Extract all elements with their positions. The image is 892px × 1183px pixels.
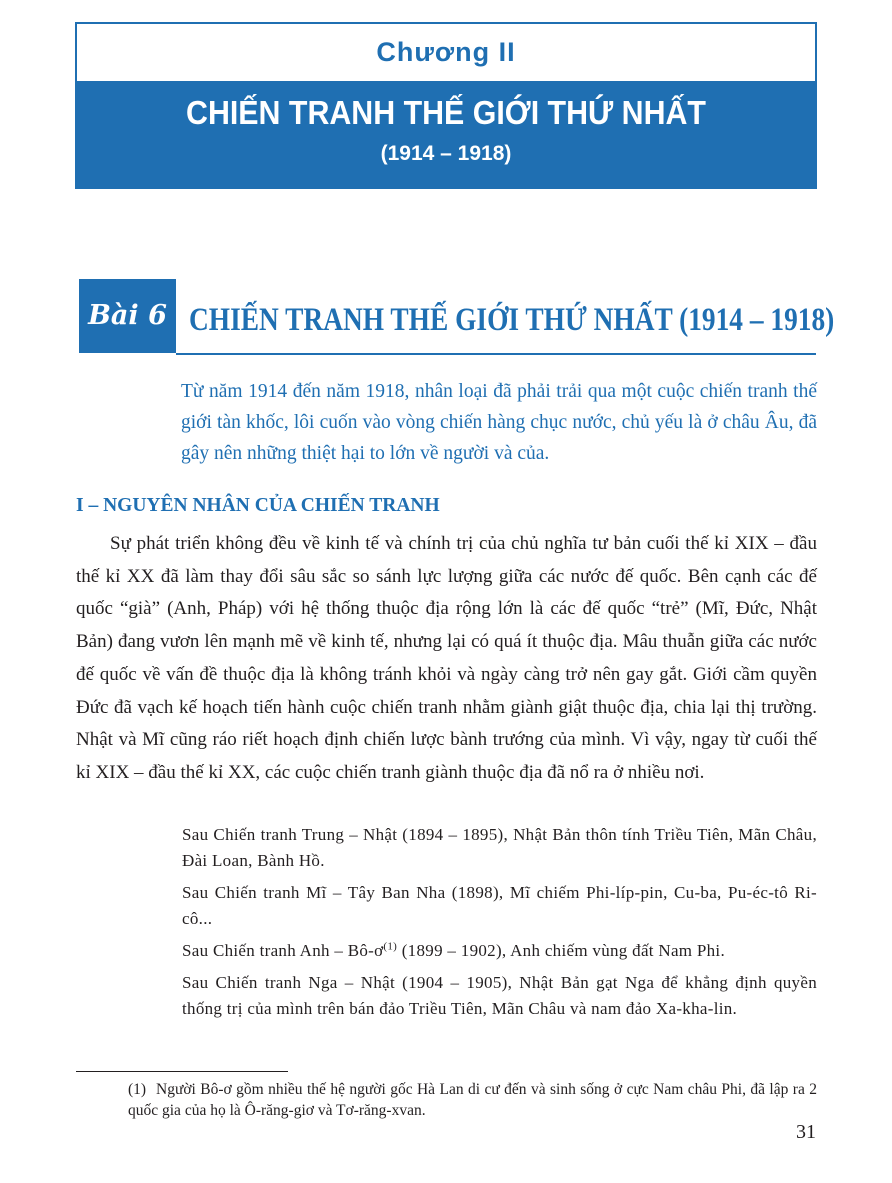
example-item: Sau Chiến tranh Trung – Nhật (1894 – 1895), Nhật Bản thôn tính Triều Tiên, Mãn Châu, Đài Loan, Bành Hồ. (182, 825, 817, 870)
footnote-marker: (1) (128, 1081, 147, 1098)
lesson-title-underline (176, 353, 816, 355)
body-paragraph: Sự phát triển không đều về kinh tế và chính trị của chủ nghĩa tư bản cuối thế kỉ XIX – đầu thế kỉ XX đã làm thay đổi sâu sắc so sánh lực lượng giữa các nước đế quốc. Bên cạnh các đế quốc “già” (Anh, Pháp) với hệ thống thuộc địa rộng lớn là các đế quốc “trẻ” (Mĩ, Đức, Nhật Bản) đang vươn lên mạnh mẽ về kinh tế, nhưng lại có quá ít thuộc địa. Mâu thuẫn giữa các nước đế quốc về vấn đề thuộc địa là không tránh khỏi và ngày càng trở nên gay gắt. Giới cầm quyền Đức đã vạch kế hoạch tiến hành cuộc chiến tranh nhằm giành giật thuộc địa, chia lại thị trường. Nhật và Mĩ cũng ráo riết hoạch định chiến lược bành trướng của mình. Vì vậy, ngay từ cuối thế kỉ XIX – đầu thế kỉ XX, các cuộc chiến tranh giành thuộc địa đã nổ ra ở nhiều nơi. (76, 533, 817, 783)
example-item (182, 938, 817, 964)
lesson-intro: Từ năm 1914 đến năm 1918, nhân loại đã phải trải qua một cuộc chiến tranh thế giới tàn khốc, lôi cuốn vào vòng chiến hàng chục nước, chủ yếu là ở châu Âu, đã gây nên những thiệt hại to lớn về người và của. (181, 381, 817, 464)
footnote-divider (76, 1071, 288, 1072)
chapter-years: (1914 – 1918) (380, 142, 512, 165)
page-number: 31 (796, 1121, 816, 1143)
footnote (128, 1079, 817, 1121)
section-heading: I – NGUYÊN NHÂN CỦA CHIẾN TRANH (76, 495, 440, 516)
lesson-badge: Bài 6 (79, 279, 176, 353)
example-list (182, 822, 817, 1028)
chapter-header (75, 22, 817, 189)
example-text: (1899 – 1902), Anh chiếm vùng đất Nam Phi. (397, 941, 725, 960)
chapter-label: Chương II (77, 24, 815, 81)
example-item: Sau Chiến tranh Mĩ – Tây Ban Nha (1898), Mĩ chiếm Phi-líp-pin, Cu-ba, Pu-éc-tô Ri-cô... (182, 883, 817, 928)
lesson-title: CHIẾN TRANH THẾ GIỚI THỨ NHẤT (1914 – 1918) (189, 302, 835, 338)
footnote-text: Người Bô-ơ gồm nhiều thế hệ người gốc Hà Lan di cư đến và sinh sống ở cực Nam châu Phi, đã lập ra 2 quốc gia của họ là Ô-răng-giơ và Tơ-răng-xvan. (128, 1081, 817, 1119)
chapter-title: CHIẾN TRANH THẾ GIỚI THỨ NHẤT (186, 94, 706, 131)
example-text: Sau Chiến tranh Anh – Bô-ơ (182, 941, 384, 960)
footnote-reference[interactable]: (1) (383, 940, 398, 953)
example-item: Sau Chiến tranh Nga – Nhật (1904 – 1905), Nhật Bản gạt Nga để khẳng định quyền thống trị của mình trên bán đảo Triều Tiên, Mãn Châu và nam đảo Xa-kha-lin. (182, 973, 817, 1018)
